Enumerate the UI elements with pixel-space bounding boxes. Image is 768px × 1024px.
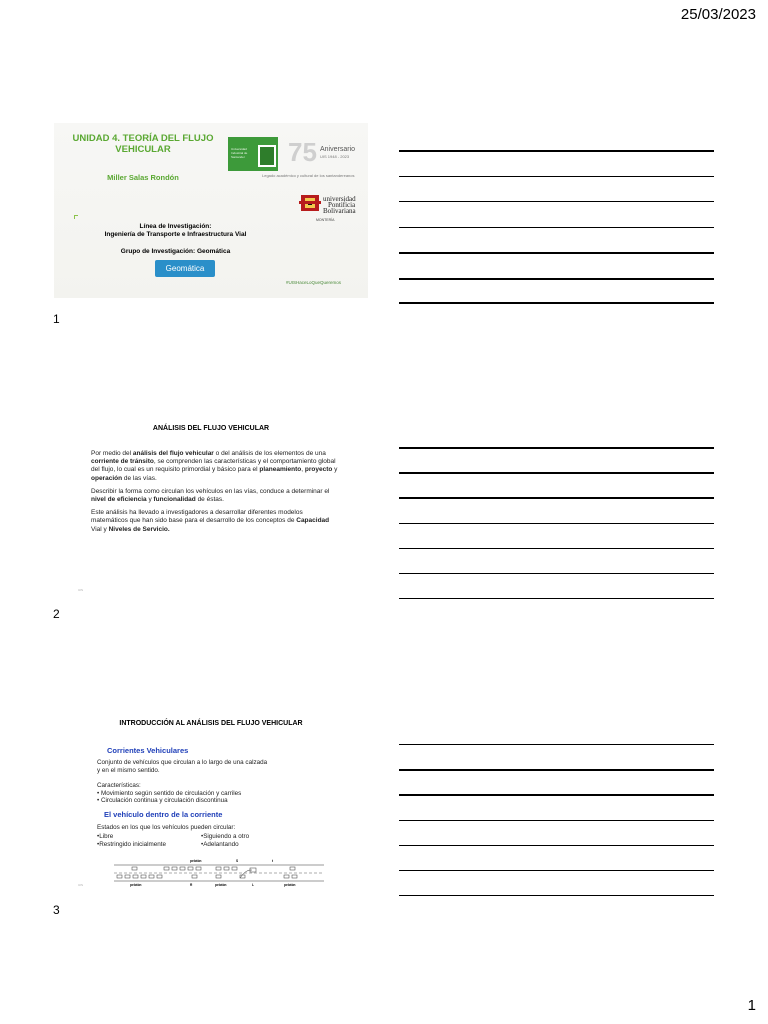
slide-3-thumbnail <box>54 713 368 888</box>
state-item: •Restringido inicialmente <box>97 841 167 848</box>
hashtag: #UISHaceLoQueQueremos <box>286 280 342 285</box>
note-line <box>399 252 714 254</box>
diag-label: pelotón <box>215 883 227 887</box>
slide-1-thumbnail <box>54 123 368 298</box>
research-group: Grupo de Investigación: Geomática <box>120 248 231 255</box>
state-item: •Libre <box>97 833 114 840</box>
upb-name-1: universidad <box>323 195 356 203</box>
note-line <box>399 523 714 524</box>
slide-number-3: 3 <box>53 903 60 917</box>
note-line <box>399 278 714 280</box>
upb-logo <box>298 191 368 225</box>
slide-2-thumbnail <box>54 418 368 593</box>
characteristic-item: • Circulación continua y circulación discontinua <box>97 797 228 805</box>
uis-logo-text: Universidad Industrial de Santander <box>231 147 248 159</box>
note-line <box>399 302 714 304</box>
research-line <box>58 223 293 238</box>
characteristics-label: Características: <box>97 782 141 789</box>
note-line <box>399 870 714 871</box>
uis-logo <box>228 137 278 171</box>
anniversary-label: Aniversario <box>320 146 356 153</box>
legacy-tagline: Legado académico y cultural de los santandereanos <box>262 173 355 178</box>
state-item: •Adelantando <box>201 841 239 848</box>
vehicle-icon <box>132 867 137 870</box>
vehicle-icon <box>216 875 221 878</box>
characteristic-item: • Movimiento según sentido de circulación y carriles <box>97 789 242 797</box>
definition-line-1: Conjunto de vehículos que circulan a lo largo de una calzada <box>97 759 268 766</box>
heading-vehiculo: El vehículo dentro de la corriente <box>104 810 223 819</box>
vehicle-icon <box>172 867 177 870</box>
geomatica-logo: Geomática <box>155 260 215 277</box>
upb-shield-icon <box>299 195 321 211</box>
note-line <box>399 497 714 499</box>
note-line <box>399 845 714 846</box>
upb-name-3: Bolivariana <box>323 207 356 215</box>
diag-label: pelotón <box>190 859 202 863</box>
slide-number-2: 2 <box>53 607 60 621</box>
footer-mark: UIS <box>78 883 84 887</box>
note-line <box>399 447 714 449</box>
vehicle-icon <box>149 875 154 878</box>
vehicle-icon <box>232 867 237 870</box>
vehicle-icon <box>117 875 122 878</box>
note-line <box>399 548 714 549</box>
vehicle-icon <box>133 875 138 878</box>
vehicle-stream-diagram <box>112 857 326 887</box>
vehicle-icon <box>125 875 130 878</box>
note-line <box>399 895 714 896</box>
note-line <box>399 201 714 202</box>
note-line <box>399 176 714 177</box>
definition <box>97 759 267 774</box>
paragraph-2: Describir la forma como circulan los vehículos en las vías, conduce a determinar el nivel de eficiencia y funcionalidad de éstas. <box>91 487 330 504</box>
vehicles <box>117 867 297 878</box>
state-item: •Siguiendo a otro <box>201 833 250 840</box>
diag-label: R <box>190 883 193 887</box>
anniversary-logo <box>286 137 366 165</box>
vehicle-icon <box>292 875 297 878</box>
anniversary-number: 75 <box>288 137 317 165</box>
vehicle-icon <box>180 867 185 870</box>
diag-label: pelotón <box>284 883 296 887</box>
note-line <box>399 794 714 796</box>
footer-mark: UIS <box>78 588 84 592</box>
title-line-1: UNIDAD 4. TEORÍA DEL FLUJO <box>72 133 214 144</box>
upb-city: MONTERÍA <box>316 218 335 222</box>
slide-2-title: ANÁLISIS DEL FLUJO VEHICULAR <box>152 425 270 432</box>
states-label: Estados en los que los vehículos pueden circular: <box>97 824 236 831</box>
upb-name-2: Pontificia <box>328 201 356 209</box>
vehicle-icon <box>224 867 229 870</box>
note-line <box>399 820 714 821</box>
note-line <box>399 598 714 599</box>
vehicle-icon <box>164 867 169 870</box>
slide-number-1: 1 <box>53 312 60 326</box>
note-line <box>399 573 714 574</box>
vehicle-icon <box>290 867 295 870</box>
research-line-label: Línea de Investigación: <box>139 223 212 230</box>
slide-1-title <box>58 133 228 155</box>
note-line <box>399 227 714 228</box>
paragraph-3: Este análisis ha llevado a investigadores a desarrollar diferentes modelos matemáticos que han sido base para el desarrollo de los conceptos de Capacidad Vial y Niveles de Servicio. <box>91 509 330 533</box>
diag-label: S <box>236 859 239 863</box>
slide-2-body <box>91 450 341 539</box>
title-line-2: VEHICULAR <box>115 144 171 155</box>
vehicle-icon <box>188 867 193 870</box>
uis-emblem-icon <box>258 145 276 167</box>
vehicle-icon <box>157 875 162 878</box>
paragraph-1: Por medio del análisis del flujo vehicular o del análisis de los elementos de una corriente de tránsito, se comprenden las características y el comportamiento global del flujo, lo cual es un requisito primordial y básico para el planeamiento, proyecto y operación de las vías. <box>91 450 338 482</box>
note-line <box>399 769 714 771</box>
research-line-value: Ingeniería de Transporte e Infraestructura Vial <box>104 230 247 238</box>
vehicle-icon <box>196 867 201 870</box>
diag-label: t <box>272 859 274 863</box>
slide-3-title: INTRODUCCIÓN AL ANÁLISIS DEL FLUJO VEHICULAR <box>119 720 303 727</box>
print-date: 25/03/2023 <box>680 6 756 23</box>
vehicle-icon <box>141 875 146 878</box>
definition-line-2: y en el mismo sentido. <box>97 766 160 774</box>
diag-label: pelotón <box>130 883 142 887</box>
note-line <box>399 150 714 152</box>
anniversary-years: UIS 1948 - 2023 <box>320 154 350 159</box>
note-line <box>399 472 714 474</box>
author-name: Miller Salas Rondón <box>107 173 179 182</box>
page-number: 1 <box>747 997 756 1014</box>
vehicle-icon <box>192 875 197 878</box>
characteristics <box>97 782 241 805</box>
diag-label: L <box>252 883 254 887</box>
decorative-corner-icon <box>74 215 78 219</box>
vehicle-icon <box>284 875 289 878</box>
note-line <box>399 744 714 745</box>
vehicle-icon <box>216 867 221 870</box>
heading-corrientes: Corrientes Vehiculares <box>107 746 189 755</box>
